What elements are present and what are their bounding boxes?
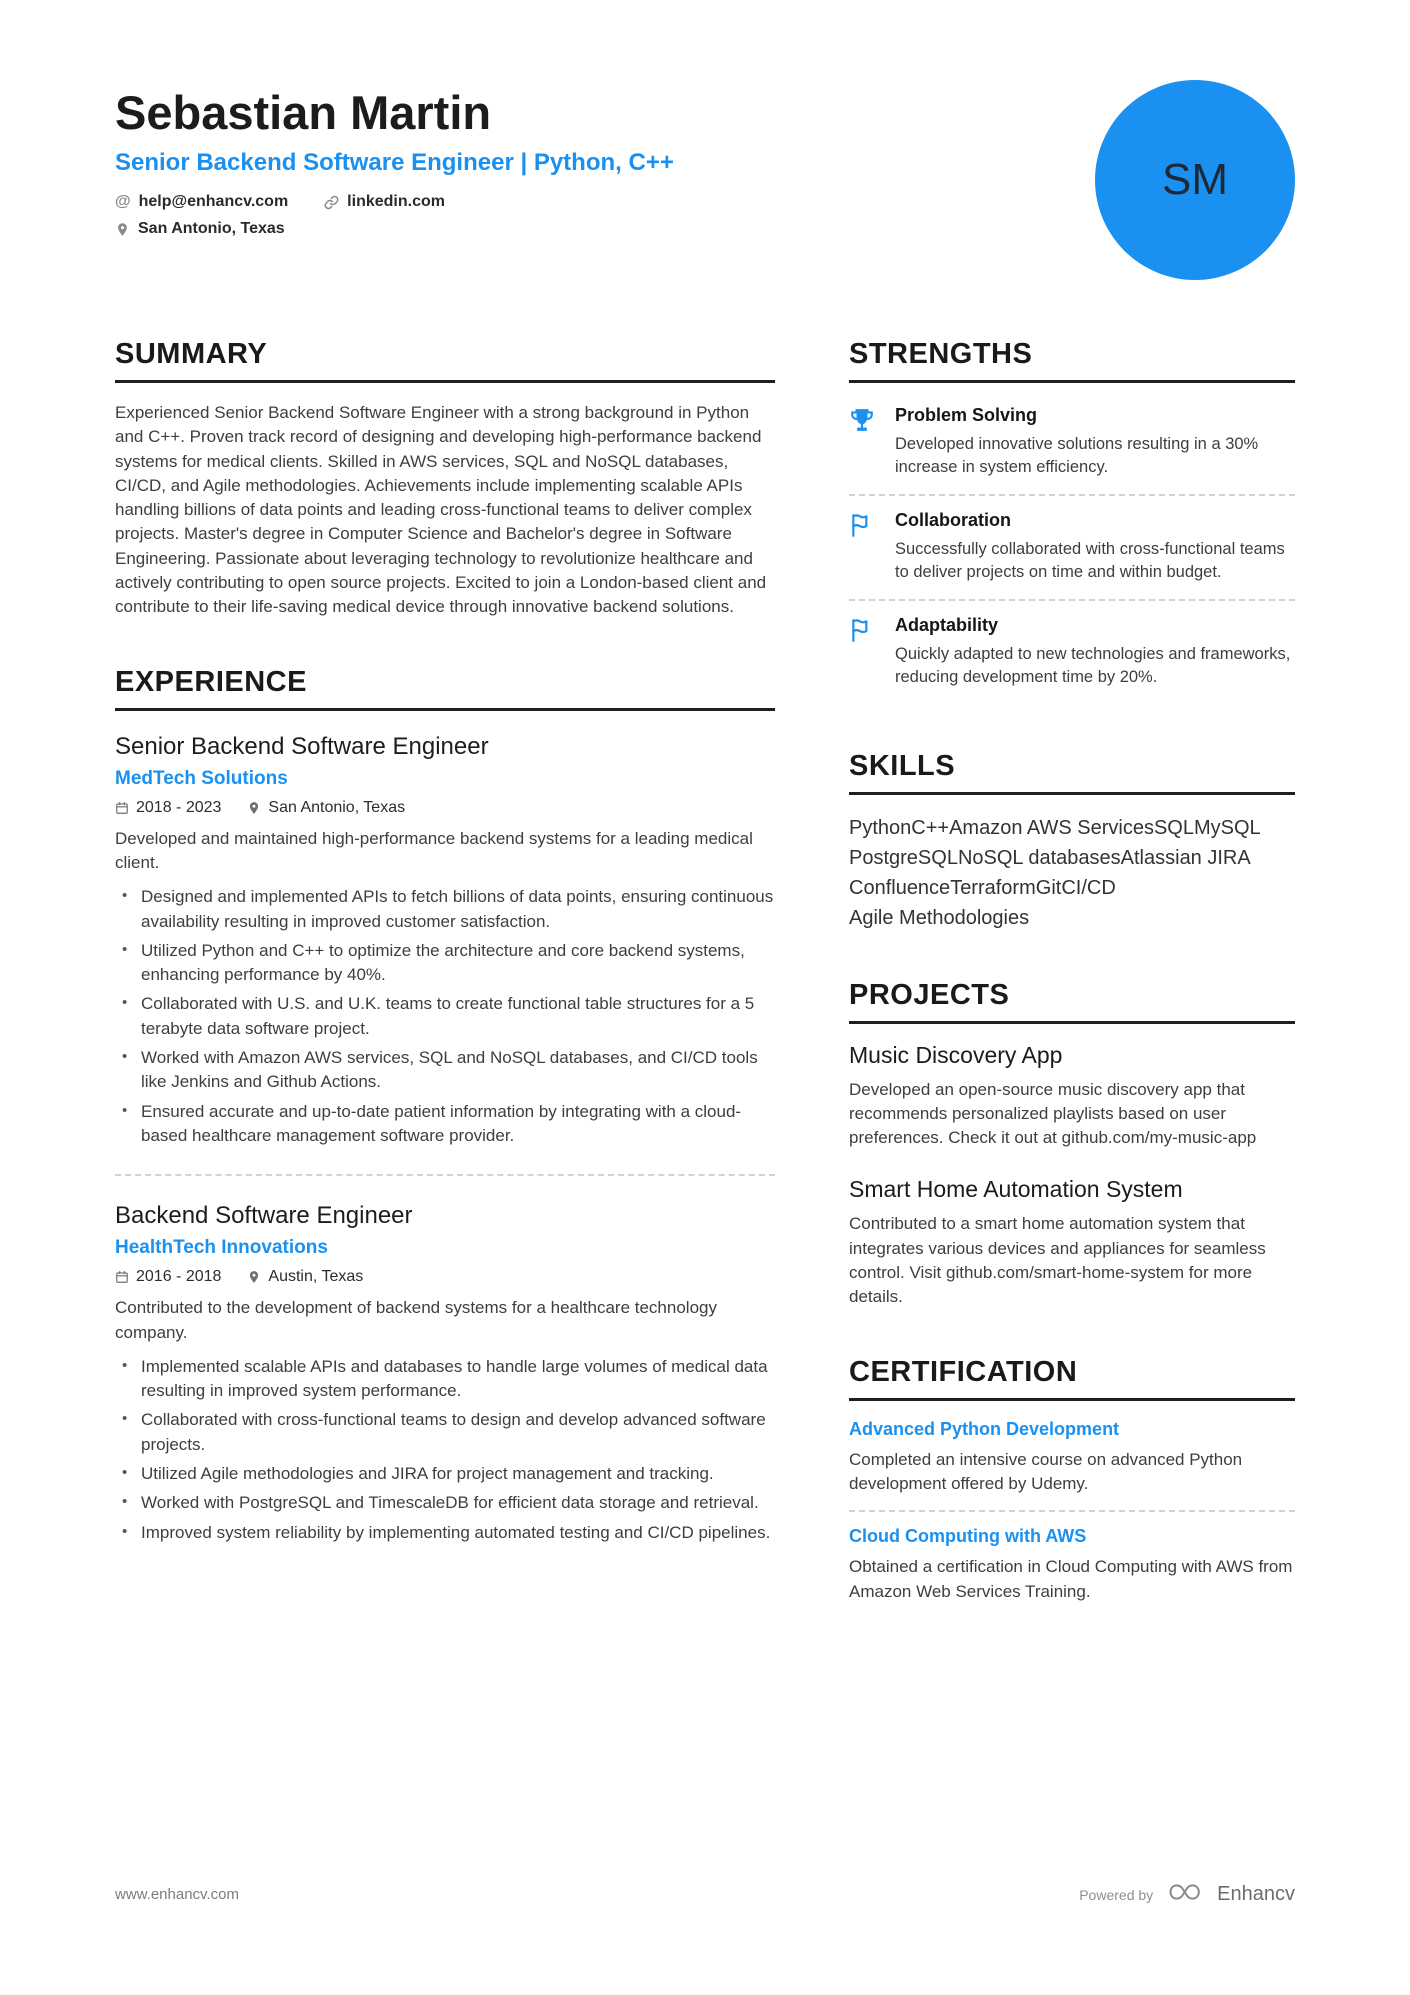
company-name: MedTech Solutions: [115, 767, 288, 789]
contact-row-2: [115, 220, 674, 238]
enhancv-logo-icon: [1167, 1882, 1209, 1907]
job-title: Backend Software Engineer: [115, 1202, 413, 1230]
right-column: [849, 338, 1295, 1664]
brand-name: Enhancv: [1217, 1883, 1295, 1905]
job-meta: [115, 1268, 775, 1286]
bullet-item: • Collaborated with cross-functional teams to design and develop advanced software projects.: [115, 1408, 775, 1457]
projects-section: [849, 979, 1295, 1310]
certification-text: Completed an intensive course on advanced Python development offered by Udemy.: [849, 1449, 1243, 1493]
skill-item: Agile Methodologies: [849, 906, 1030, 929]
link-icon: [324, 195, 339, 210]
trophy-icon: [849, 405, 881, 480]
bullet-item: • Worked with Amazon AWS services, SQL and NoSQL databases, and CI/CD tools like Jenkins and Github Actions.: [115, 1046, 775, 1095]
summary-text: Experienced Senior Backend Software Engineer with a strong background in Python and C++. Proven track record of designing and developing high-performance backend systems for medical clients. Skilled in AWS services, SQL and NoSQL databases, CI/CD, and Agile methodologies. Achievements include implementing scalable APIs handling billions of data points and leading cross-functional teams to deliver complex projects. Master's degree in Computer Science and Bachelor's degree in Software Engineering. Passionate about leveraging technology to revolutionize healthcare and actively contributing to open source projects. Excited to join a London-based client and contribute to their life-saving medical device through innovative backend solutions.: [115, 403, 767, 617]
location-item: [115, 220, 285, 238]
skill-item: Amazon AWS Services: [949, 816, 1154, 839]
strength-content: [895, 615, 1295, 690]
skill-item: C++: [911, 816, 950, 839]
avatar: SM: [1095, 80, 1295, 280]
bullet-item: • Improved system reliability by implementing automated testing and CI/CD pipelines.: [115, 1521, 775, 1545]
strength-content: [895, 405, 1295, 480]
strength-text: Quickly adapted to new technologies and frameworks, reducing development time by 20%.: [895, 644, 1291, 687]
certification-text: Obtained a certification in Cloud Computing with AWS from Amazon Web Services Training.: [849, 1557, 1293, 1601]
bullet-item: • Ensured accurate and up-to-date patient information by integrating with a cloud-based healthcare management software provider.: [115, 1100, 775, 1149]
strength-item: [849, 494, 1295, 599]
skills-section: [849, 750, 1295, 933]
job-dates-text: 2018 - 2023: [136, 798, 222, 816]
bullet-item: • Designed and implemented APIs to fetch billions of data points, ensuring continuous availability resulting in improved customer satisfaction.: [115, 885, 775, 934]
skill-item: Confluence: [849, 876, 951, 899]
flag-icon: [849, 615, 881, 690]
skills-heading: SKILLS: [849, 750, 1295, 795]
bullet-item: • Collaborated with U.S. and U.K. teams to create functional table structures for a 5 terabyte data software project.: [115, 992, 775, 1041]
job-meta: [115, 799, 775, 817]
email-icon: @: [115, 193, 131, 211]
strength-title: Collaboration: [895, 509, 1011, 530]
certification-title: Advanced Python Development: [849, 1418, 1120, 1439]
location-pin-icon: [247, 801, 261, 815]
job-location-text: Austin, Texas: [268, 1268, 364, 1286]
enhancv-brand-link[interactable]: [1167, 1882, 1295, 1907]
job-bullets: [115, 885, 775, 1148]
job-description: Contributed to the development of backend systems for a healthcare technology company.: [115, 1298, 717, 1342]
certification-item: [849, 1419, 1295, 1511]
summary-heading: SUMMARY: [115, 338, 775, 383]
person-headline: Senior Backend Software Engineer | Python, C++: [115, 149, 674, 177]
job-dates-text: 2016 - 2018: [136, 1268, 222, 1286]
strength-title: Adaptability: [895, 614, 999, 635]
skill-item: Python: [849, 816, 912, 839]
strength-title: Problem Solving: [895, 405, 1038, 425]
skill-item: CI/CD: [1061, 876, 1116, 899]
job-description: Developed and maintained high-performance backend systems for a leading medical client.: [115, 828, 753, 872]
location-pin-icon: [247, 1270, 261, 1284]
footer-website-link[interactable]: www.enhancv.com: [115, 1886, 239, 1903]
flag-icon: [849, 510, 881, 585]
skill-item: MySQL: [1194, 816, 1261, 839]
strength-content: [895, 510, 1295, 585]
experience-entry: [115, 729, 775, 1149]
project-item: [849, 1176, 1295, 1309]
person-name: Sebastian Martin: [115, 86, 492, 139]
project-title: Smart Home Automation System: [849, 1176, 1183, 1203]
skill-item: SQL: [1153, 816, 1194, 839]
bullet-item: • Utilized Python and C++ to optimize the architecture and core backend systems, enhancing performance by 40%.: [115, 939, 775, 988]
email-link[interactable]: [115, 193, 288, 211]
strength-text: Developed innovative solutions resulting in a 30% increase in system efficiency.: [895, 435, 1259, 477]
skills-list: [849, 813, 1295, 933]
job-bullets: [115, 1355, 775, 1545]
experience-heading: EXPERIENCE: [115, 666, 775, 711]
bullet-item: • Implemented scalable APIs and databases to handle large volumes of medical data resulting in improved system performance.: [115, 1355, 775, 1404]
certification-title: Cloud Computing with AWS: [849, 1526, 1087, 1547]
strength-text: Successfully collaborated with cross-functional teams to deliver projects on time and within budget.: [895, 539, 1285, 582]
skill-item: NoSQL databases: [957, 846, 1121, 869]
company-name: HealthTech Innovations: [115, 1237, 328, 1259]
contact-info: [115, 193, 674, 238]
location-pin-icon: [115, 222, 130, 237]
job-location: [247, 1268, 363, 1286]
powered-by-label: Powered by: [1079, 1886, 1154, 1903]
job-dates: [115, 1268, 221, 1286]
job-location-text: San Antonio, Texas: [268, 798, 406, 816]
projects-heading: PROJECTS: [849, 979, 1295, 1024]
location-text: San Antonio, Texas: [138, 220, 285, 238]
footer-branding: [1079, 1882, 1295, 1907]
header-left: [115, 88, 674, 247]
job-location: [247, 799, 405, 817]
job-title: Senior Backend Software Engineer: [115, 732, 489, 760]
skill-item: Git: [1035, 876, 1062, 899]
left-column: [115, 338, 775, 1664]
experience-section: [115, 666, 775, 1545]
project-text: Developed an open-source music discovery app that recommends personalized playlists based on user preferences. Check it out at github.com/my-music-app: [849, 1079, 1257, 1148]
certification-heading: CERTIFICATION: [849, 1356, 1295, 1401]
job-dates: [115, 799, 221, 817]
project-item: [849, 1042, 1295, 1151]
content-columns: [115, 338, 1295, 1664]
bullet-item: • Worked with PostgreSQL and TimescaleDB for efficient data storage and retrieval.: [115, 1491, 775, 1515]
certification-item: [849, 1510, 1295, 1618]
email-text: help@enhancv.com: [138, 193, 289, 211]
header: [115, 88, 1295, 280]
footer: [115, 1882, 1295, 1907]
project-text: Contributed to a smart home automation system that integrates various devices and appliances for seamless control. Visit github.com/smart-home-system for more details.: [849, 1214, 1266, 1307]
summary-section: [115, 338, 775, 620]
skill-item: Atlassian JIRA: [1120, 846, 1251, 869]
skill-item: Terraform: [950, 876, 1036, 899]
strengths-heading: STRENGTHS: [849, 338, 1295, 383]
bullet-item: • Utilized Agile methodologies and JIRA for project management and tracking.: [115, 1462, 775, 1486]
strength-item: [849, 401, 1295, 494]
project-title: Music Discovery App: [849, 1041, 1063, 1068]
linkedin-link[interactable]: [324, 193, 445, 211]
calendar-icon: [115, 801, 129, 815]
strengths-section: [849, 338, 1295, 704]
calendar-icon: [115, 1270, 129, 1284]
certification-section: [849, 1356, 1295, 1618]
linkedin-text: linkedin.com: [347, 193, 445, 211]
experience-entry: [115, 1174, 775, 1545]
skill-item: PostgreSQL: [849, 846, 958, 869]
contact-row-1: [115, 193, 674, 211]
strength-item: [849, 599, 1295, 704]
